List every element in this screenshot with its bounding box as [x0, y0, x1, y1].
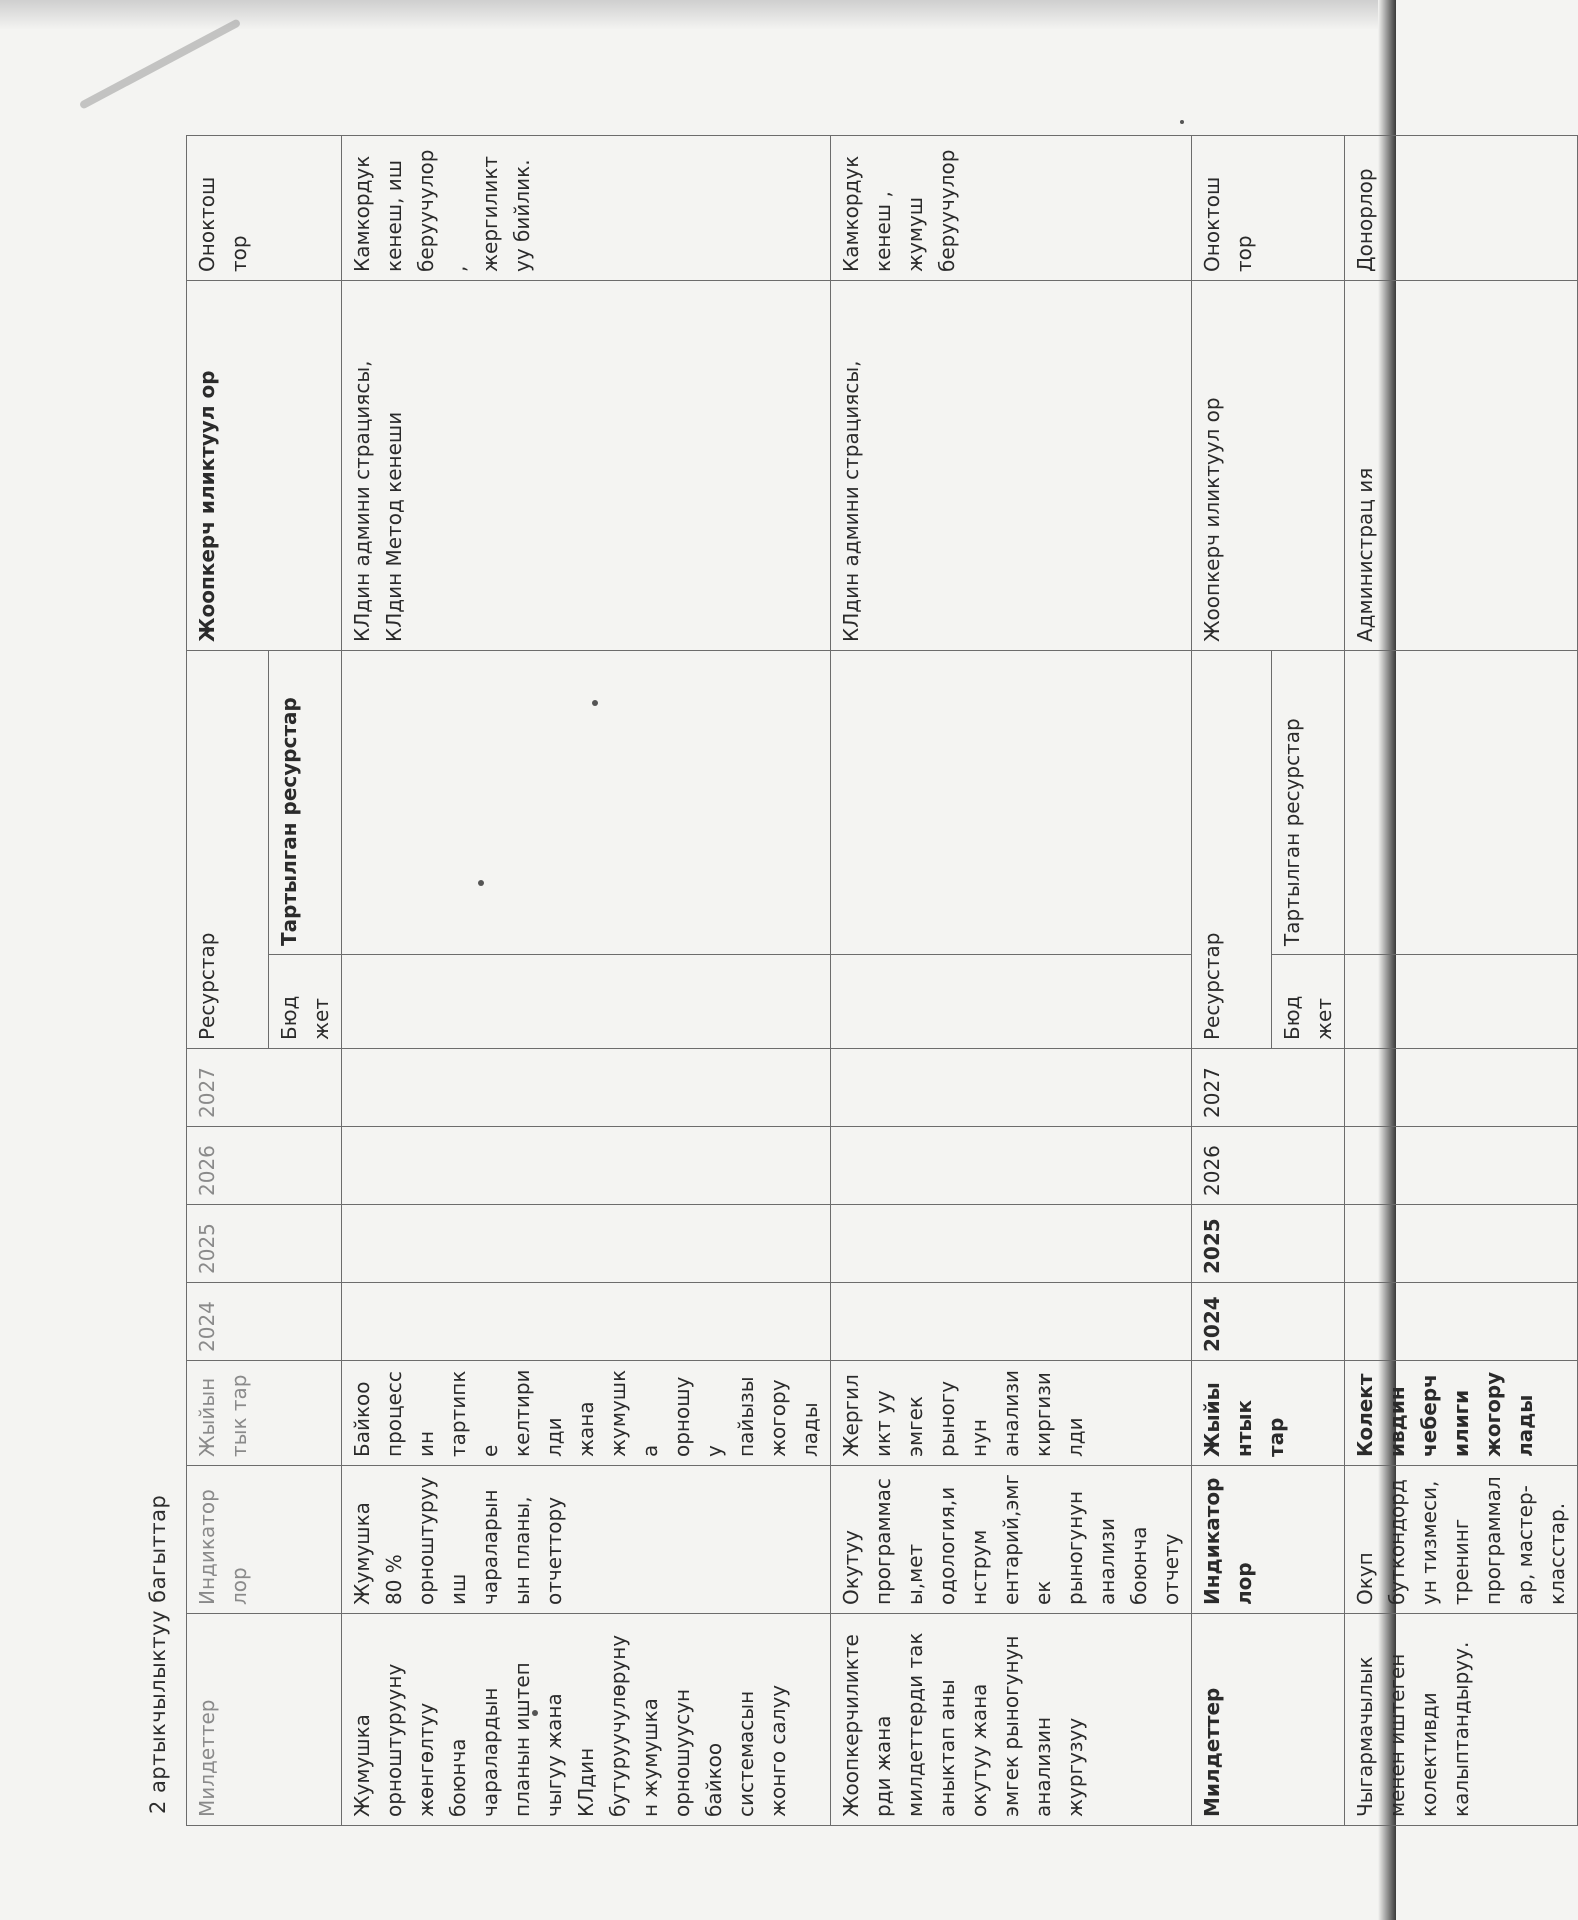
cell-2024 — [342, 1283, 831, 1361]
scan-edge-top — [0, 0, 1396, 30]
header-responsible: Жоопкерч иликтуул ор — [1192, 280, 1345, 650]
header-year-2026: 2026 — [1192, 1127, 1345, 1205]
cell-indicator: Окуп буткондордун тизмеси, тренинг программалар, мастер-класстар. — [1345, 1466, 1578, 1614]
cell-attracted — [831, 651, 1192, 955]
cell-budget — [342, 955, 831, 1049]
cell-2024 — [1345, 1283, 1578, 1361]
cell-budget — [1345, 955, 1578, 1049]
cell-result: Жергиликт уу эмгек рыногунун анализи киргизилди — [831, 1361, 1192, 1466]
cell-responsible: КЛдин админи страциясы, КЛдин Метод кенеши — [342, 280, 831, 650]
header-results: Жыйынтык тар — [187, 1361, 342, 1466]
cell-result: Байкоо процессин тартипке келтирилди жана жумушка орношуу пайызы жогорулады — [342, 1361, 831, 1466]
cell-partners: Камкордук кенеш , жумуш беруучулор — [831, 135, 1192, 280]
cell-attracted — [342, 651, 831, 955]
header-year-2024: 2024 — [1192, 1283, 1345, 1361]
cell-partners: Камкордук кенеш, иш беруучулор , жергиликт уу бийлик. — [342, 135, 831, 280]
header-indicators: Индикатор лор — [1192, 1466, 1345, 1614]
cell-budget — [831, 955, 1192, 1049]
rotated-document-sheet — [128, 136, 1569, 1826]
table-header-row — [187, 135, 269, 1825]
table-row — [342, 135, 831, 1825]
header-attracted: Тартылган ресурстар — [1272, 651, 1345, 955]
cell-2026 — [342, 1127, 831, 1205]
header-responsible: Жоопкерч иликтуул ор — [187, 280, 342, 650]
cell-partners: Донорлор — [1345, 135, 1578, 280]
scan-speck — [1180, 120, 1184, 124]
header-partners: Оноктош тор — [1192, 135, 1345, 280]
cell-indicator: Окутуу программасы,мет одология,инструм ентарий,эмгек рыногунун анализи боюнча отчету — [831, 1466, 1192, 1614]
cell-indicator: Жумушка 80 % орноштуруу иш чараларынын планы, отчеттору — [342, 1466, 831, 1614]
header-year-2025: 2025 — [187, 1205, 342, 1283]
header-tasks: Милдеттер — [187, 1614, 342, 1826]
cell-responsible: Администрац ия — [1345, 280, 1578, 650]
cell-2025 — [1345, 1205, 1578, 1283]
header-budget: Бюд жет — [269, 955, 342, 1049]
cell-2025 — [342, 1205, 831, 1283]
cell-2027 — [831, 1049, 1192, 1127]
cell-attracted — [1345, 651, 1578, 955]
header-budget: Бюд жет — [1272, 955, 1345, 1049]
cell-task: Чыгармачылык менен иштеген колективди калыптандыруу. — [1345, 1614, 1578, 1826]
cell-2026 — [1345, 1127, 1578, 1205]
table-row — [831, 135, 1192, 1825]
header-year-2027: 2027 — [187, 1049, 342, 1127]
header-attracted: Тартылган ресурстар — [269, 651, 342, 955]
priority-table — [186, 135, 1578, 1826]
table-row — [1345, 135, 1578, 1825]
table-header-row-repeat — [1192, 135, 1272, 1825]
scan-smudge — [79, 18, 242, 110]
cell-2024 — [831, 1283, 1192, 1361]
header-year-2026: 2026 — [187, 1127, 342, 1205]
cell-result: Колективдин чеберчилиги жогорулады — [1345, 1361, 1578, 1466]
header-indicators: Индикатор лор — [187, 1466, 342, 1614]
header-year-2027: 2027 — [1192, 1049, 1345, 1127]
header-year-2024: 2024 — [187, 1283, 342, 1361]
header-year-2025: 2025 — [1192, 1205, 1345, 1283]
cell-responsible: КЛдин админи страциясы, — [831, 280, 1192, 650]
header-partners: Оноктош тор — [187, 135, 342, 280]
header-results: Жыйынтык тар — [1192, 1361, 1345, 1466]
cell-2027 — [342, 1049, 831, 1127]
header-resources: Ресурстар — [187, 651, 269, 1049]
cell-task: Жумушка орноштурууну жөнгөлтуу боюнча чаралардын планын иштеп чыгуу жана КЛдин бутуруучулөрунун жумушка орношуусун байкоо системасын жонго салуу — [342, 1614, 831, 1826]
cell-2027 — [1345, 1049, 1578, 1127]
cell-task: Жоопкерчиликтерди жана милдеттерди так аныктап аны окутуу жана эмгек рыногунун анализин жургузуу — [831, 1614, 1192, 1826]
section-caption: 2 артыкчылыктуу багыттар — [146, 1494, 170, 1814]
cell-2025 — [831, 1205, 1192, 1283]
header-tasks: Милдеттер — [1192, 1614, 1345, 1826]
header-resources: Ресурстар — [1192, 651, 1272, 1049]
cell-2026 — [831, 1127, 1192, 1205]
